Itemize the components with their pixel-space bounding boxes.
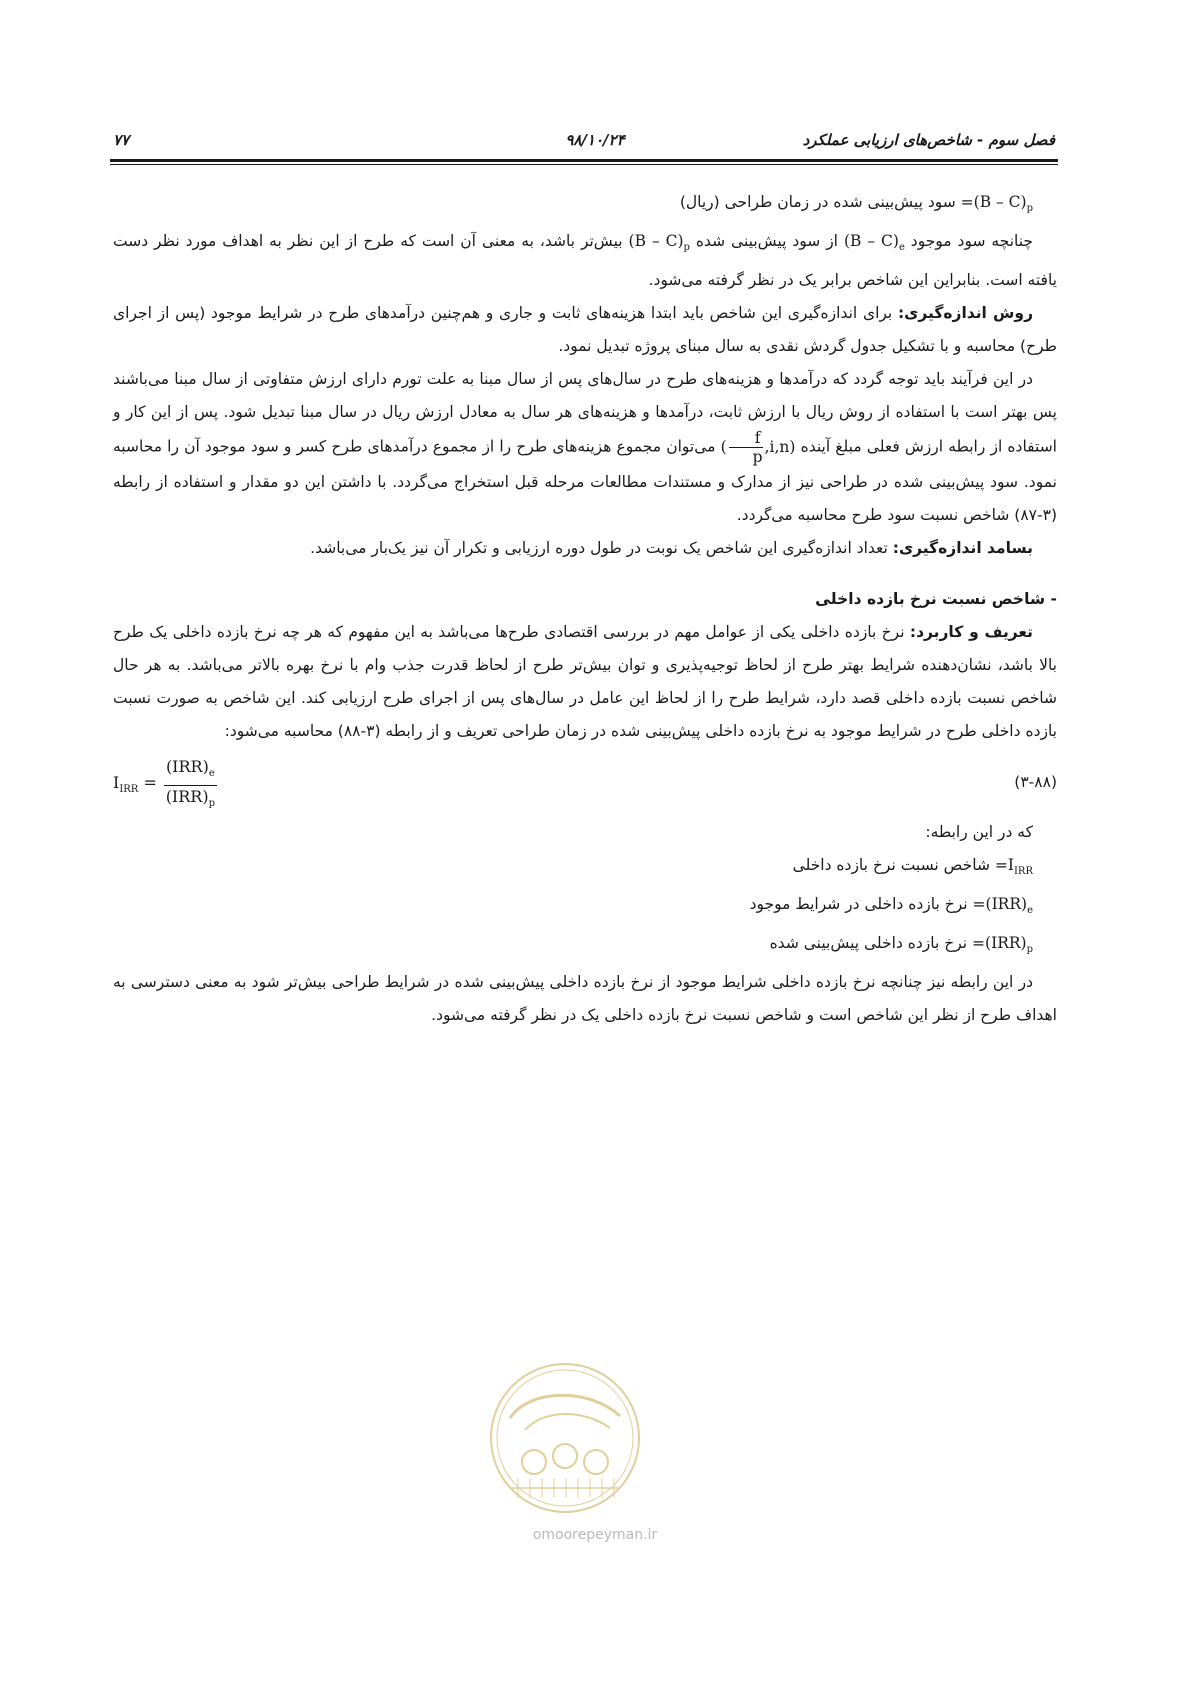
definition-irr-e: $(IRR)_e=$ نرخ بازده داخلی در شرایط موجود: [749, 895, 1033, 916]
header-chapter-title: فصل سوم - شاخص‌های ارزیابی عملکرد: [802, 131, 1055, 149]
equation-number: (۳-۸۸): [1014, 773, 1057, 791]
label-measurement-method: روش اندازه‌گیری:: [897, 304, 1033, 322]
paragraph-definition: تعریف و کاربرد: نرخ بازده داخلی یکی از عوامل مهم در بررسی اقتصادی طرح‌ها می‌باشد به این مفهوم که هر چه نرخ بازده داخلی یک طرح بالا باشد، نشان‌دهنده شرایط بهتر طرح از لحاظ توجیه‌پذیری و توان بیش‌تر طرح از لحاظ قدرت جذب وام با نرخ بهره بالاتر می‌باشد. به هر حال شاخص نسبت بازده داخلی قصد دارد، شرایط طرح را از لحاظ این عامل در سال‌های پس از اجرای طرح ارزیابی کند. این شاخص به صورت نسبت بازده داخلی طرح در شرایط موجود به نرخ بازده داخلی پیش‌بینی شده در زمان طراحی تعریف و از رابطه (۳-۸۸) محاسبه می‌شود:: [113, 623, 1057, 740]
label-definition: تعریف و کاربرد:: [909, 623, 1033, 641]
math-bc-e: $(B - C)_e$: [843, 232, 905, 253]
section-title: - شاخص نسبت نرخ بازده داخلی: [815, 590, 1057, 608]
paragraph-inflation: در این فرآیند باید توجه گردد که درآمدها و هزینه‌های طرح در سال‌های پس از سال مبنا به علت تورم دارای ارزش متفاوتی از سال مبنا می‌باشند پس بهتر است با استفاده از روش ریال با ارزش ثابت، درآمدها و هزینه‌های هر سال به معادل ارزش ریال در سال مبنا تبدیل شود. پس از این کار و استفاده از رابطه ارزش فعلی مبلغ آینده ( $\frac{f}{p}$ ,i,n) می‌توان مجموع هزینه‌های طرح را از مجموع درآمدهای طرح کسر و سود موجود آن را محاسبه نمود. سود پیش‌بینی شده در طراحی نیز از مدارک و مستندات مطالعات مرحله قبل استخراج می‌گردد. با داشتن این دو مقدار و استفاده از رابطه (۳-۸۷) شاخص نسبت سود طرح محاسبه می‌گردد.: [113, 370, 1057, 524]
paragraph-measurement-method: روش اندازه‌گیری: برای اندازه‌گیری این شاخص باید ابتدا هزینه‌های ثابت و جاری و هم‌چنین درآمدهای طرح در شرایط موجود (پس از اجرای طرح) محاسبه و با تشکیل جدول گردش نقدی به سال مبنای پروژه تبدیل نمود.: [113, 304, 1057, 355]
header-code: ۹۸/۱۰/۲۴: [565, 131, 625, 149]
header-rule-thick: [110, 159, 1058, 162]
paragraph-measurement-frequency: بسامد اندازه‌گیری: تعداد اندازه‌گیری این شاخص یک نوبت در طول دوره ارزیابی و تکرار آن نیز یک‌بار می‌باشد.: [310, 539, 1033, 557]
where-label: که در این رابطه:: [925, 823, 1033, 841]
math-bc-p-inline: $(B - C)_p$: [628, 232, 690, 253]
math-bc-p: $(B - C)_p$: [973, 193, 1033, 214]
paragraph-conclusion: در این رابطه نیز چنانچه نرخ بازده داخلی شرایط موجود از نرخ بازده داخلی پیش‌بینی شده در شرایط طراحی بیش‌تر شود به معنی دسترسی به اهداف طرح از نظر این شاخص است و شاخص نسبت نرخ بازده داخلی یک در نظر گرفته می‌شود.: [113, 973, 1057, 1024]
math-present-value-factor: ( $\frac{f}{p}$ ,i,n): [720, 429, 796, 466]
definition-bc-p: $(B - C)_p=$ سود پیش‌بینی شده در زمان طراحی (ریال): [679, 193, 1033, 214]
equation-88: [113, 754, 1057, 810]
page-number: ۷۷: [113, 131, 130, 149]
label-measurement-frequency: بسامد اندازه‌گیری:: [892, 539, 1033, 557]
equation-formula: $I_{IRR}$ = $\frac{(IRR)_e}{(IRR)_p}$: [113, 757, 215, 809]
definition-irr-p: $(IRR)_p=$ نرخ بازده داخلی پیش‌بینی شده: [769, 934, 1033, 955]
watermark-site: omoorepeyman.ir: [532, 1527, 658, 1543]
page-body: [113, 186, 1057, 1032]
definition-i-irr: $I_{IRR}=$ شاخص نسبت نرخ بازده داخلی: [792, 856, 1033, 877]
paragraph-profit-comparison: چنانچه سود موجود $(B - C)_e$ از سود پیش‌بینی شده $(B - C)_p$ بیش‌تر باشد، به معنی آن است که طرح از این نظر به اهداف مورد نظر دست یافته است. بنابراین این شاخص برابر یک در نظر گرفته می‌شود.: [113, 232, 1057, 289]
watermark-logo: [470, 1358, 660, 1518]
header-rule-thin: [110, 164, 1058, 165]
